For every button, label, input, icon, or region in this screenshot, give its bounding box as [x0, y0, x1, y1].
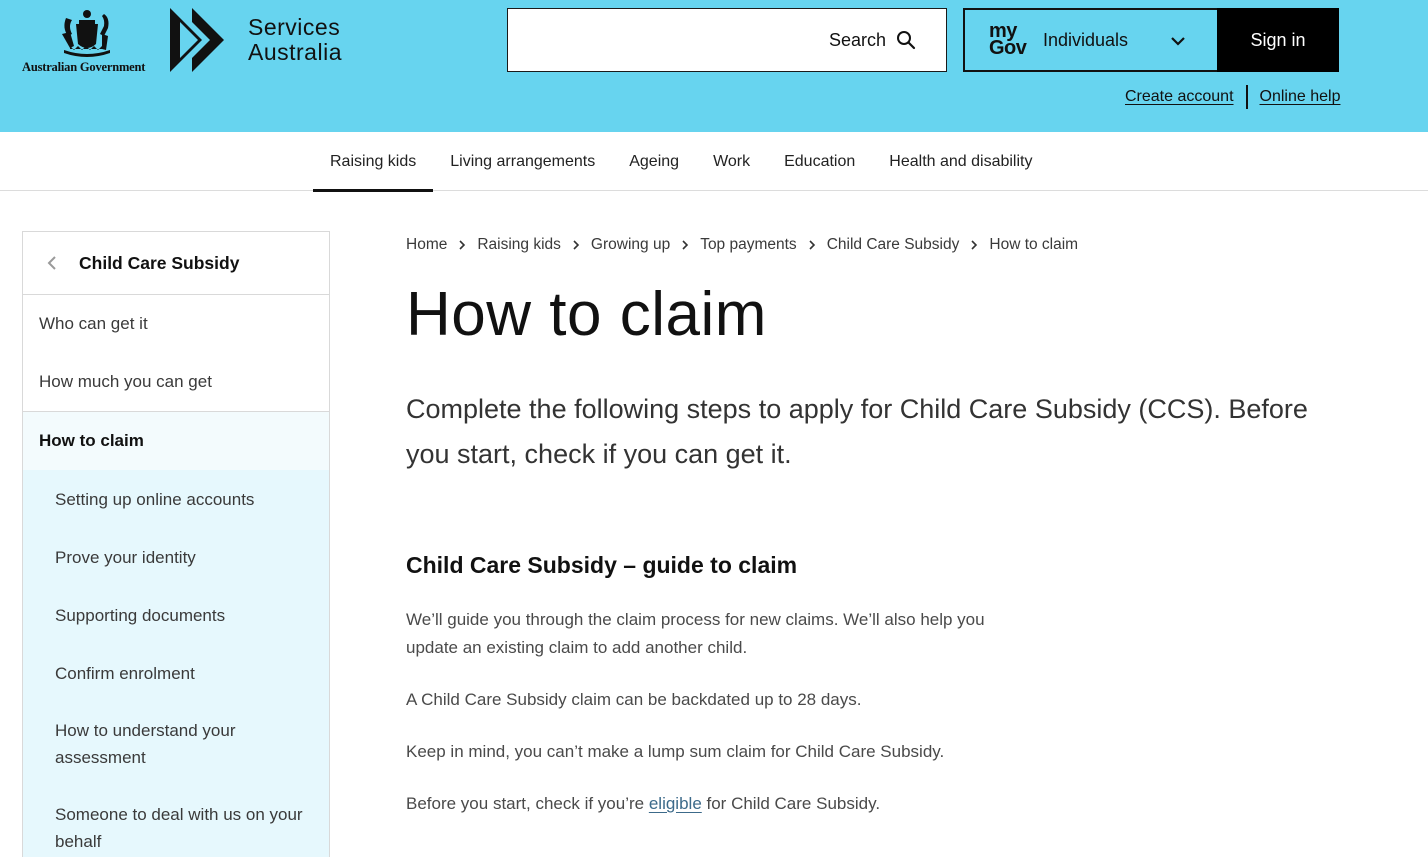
sidebar-subitem-someone-to-deal-with-us[interactable]: Someone to deal with us on your behalf [55, 805, 303, 851]
nav-item-living-arrangements[interactable]: Living arrangements [450, 152, 596, 170]
link-divider [1246, 85, 1248, 109]
coat-of-arms-icon [52, 6, 122, 60]
paragraph-backdated: A Child Care Subsidy claim can be backdated up to 28 days. [406, 690, 862, 709]
breadcrumb [406, 231, 1366, 259]
mygov-account-selector[interactable] [963, 8, 1219, 72]
utility-links [1125, 85, 1340, 109]
paragraph-eligible [406, 790, 1026, 818]
chevron-right-icon [456, 239, 468, 251]
sidebar-subitems [23, 470, 329, 857]
services-australia-wordmark[interactable] [248, 15, 342, 65]
online-help-link[interactable]: Online help [1259, 88, 1341, 105]
search-button[interactable] [829, 9, 916, 71]
breadcrumb-home[interactable]: Home [406, 236, 448, 253]
chevron-down-icon [1169, 32, 1187, 50]
search-icon [896, 30, 916, 50]
main-navigation [0, 132, 1428, 191]
sidebar-item-who-can-get-it[interactable]: Who can get it [39, 314, 148, 333]
sidebar-nav [22, 231, 330, 857]
nav-item-education[interactable]: Education [784, 152, 856, 170]
create-account-link[interactable]: Create account [1125, 88, 1234, 105]
page-title: How to claim [406, 280, 767, 349]
breadcrumb-current: How to claim [989, 236, 1079, 253]
breadcrumb-raising-kids[interactable]: Raising kids [477, 236, 561, 253]
breadcrumb-top-payments[interactable]: Top payments [700, 236, 797, 253]
sign-in-button[interactable]: Sign in [1217, 8, 1339, 72]
mygov-logo-line-1: my [989, 20, 1017, 42]
sidebar-title: Child Care Subsidy [79, 252, 240, 273]
section-heading: Child Care Subsidy – guide to claim [406, 552, 798, 578]
breadcrumb-child-care-subsidy[interactable]: Child Care Subsidy [826, 236, 960, 253]
sidebar-subitem-confirm-enrolment[interactable]: Confirm enrolment [55, 663, 195, 683]
gov-logo-text: Australian Government [22, 60, 146, 74]
sidebar-subitem-supporting-documents[interactable]: Supporting documents [55, 605, 226, 625]
chevron-right-icon [968, 239, 980, 251]
nav-item-ageing[interactable]: Ageing [629, 152, 680, 170]
main-content [406, 231, 1366, 818]
eligible-text-before: Before you start, check if you’re [406, 794, 649, 813]
brand-line-2: Australia [248, 39, 342, 65]
chevron-left-icon [45, 256, 59, 270]
brand-line-1: Services [248, 14, 341, 40]
site-header [0, 0, 1428, 132]
sidebar-back-link[interactable] [23, 232, 329, 295]
sidebar-subitem-understand-assessment[interactable]: How to understand your assessment [55, 721, 236, 767]
breadcrumb-growing-up[interactable]: Growing up [590, 236, 671, 253]
chevron-right-icon [570, 239, 582, 251]
services-australia-logo-icon[interactable] [170, 8, 230, 72]
chevron-right-icon [679, 239, 691, 251]
nav-item-work[interactable]: Work [713, 152, 751, 170]
paragraph-lump-sum: Keep in mind, you can’t make a lump sum claim for Child Care Subsidy. [406, 742, 945, 761]
sidebar-subitem-prove-your-identity[interactable]: Prove your identity [55, 547, 196, 567]
chevron-right-icon [806, 239, 818, 251]
sidebar-item-how-much-you-can-get[interactable]: How much you can get [39, 372, 212, 391]
nav-item-health-and-disability[interactable]: Health and disability [889, 152, 1033, 170]
nav-item-raising-kids[interactable]: Raising kids [313, 132, 433, 191]
mygov-logo [989, 20, 1041, 59]
paragraph-guide: We’ll guide you through the claim process for new claims. We’ll also help you update an existing claim to add another child. [406, 610, 985, 657]
australian-government-logo[interactable] [20, 6, 156, 76]
search-input[interactable] [507, 8, 947, 72]
sidebar-item-how-to-claim[interactable]: How to claim [23, 412, 329, 470]
eligible-link[interactable]: eligible [648, 794, 702, 813]
eligible-text-after: for Child Care Subsidy. [701, 794, 881, 813]
account-type-label: Individuals [1043, 29, 1129, 50]
mygov-logo-line-2: Gov [989, 37, 1027, 59]
intro-text: Complete the following steps to apply for Child Care Subsidy (CCS). Before you start, check if you can get it. [406, 394, 1308, 469]
search-label: Search [828, 29, 886, 50]
sidebar-subitem-setting-up-online-accounts[interactable]: Setting up online accounts [55, 489, 255, 509]
